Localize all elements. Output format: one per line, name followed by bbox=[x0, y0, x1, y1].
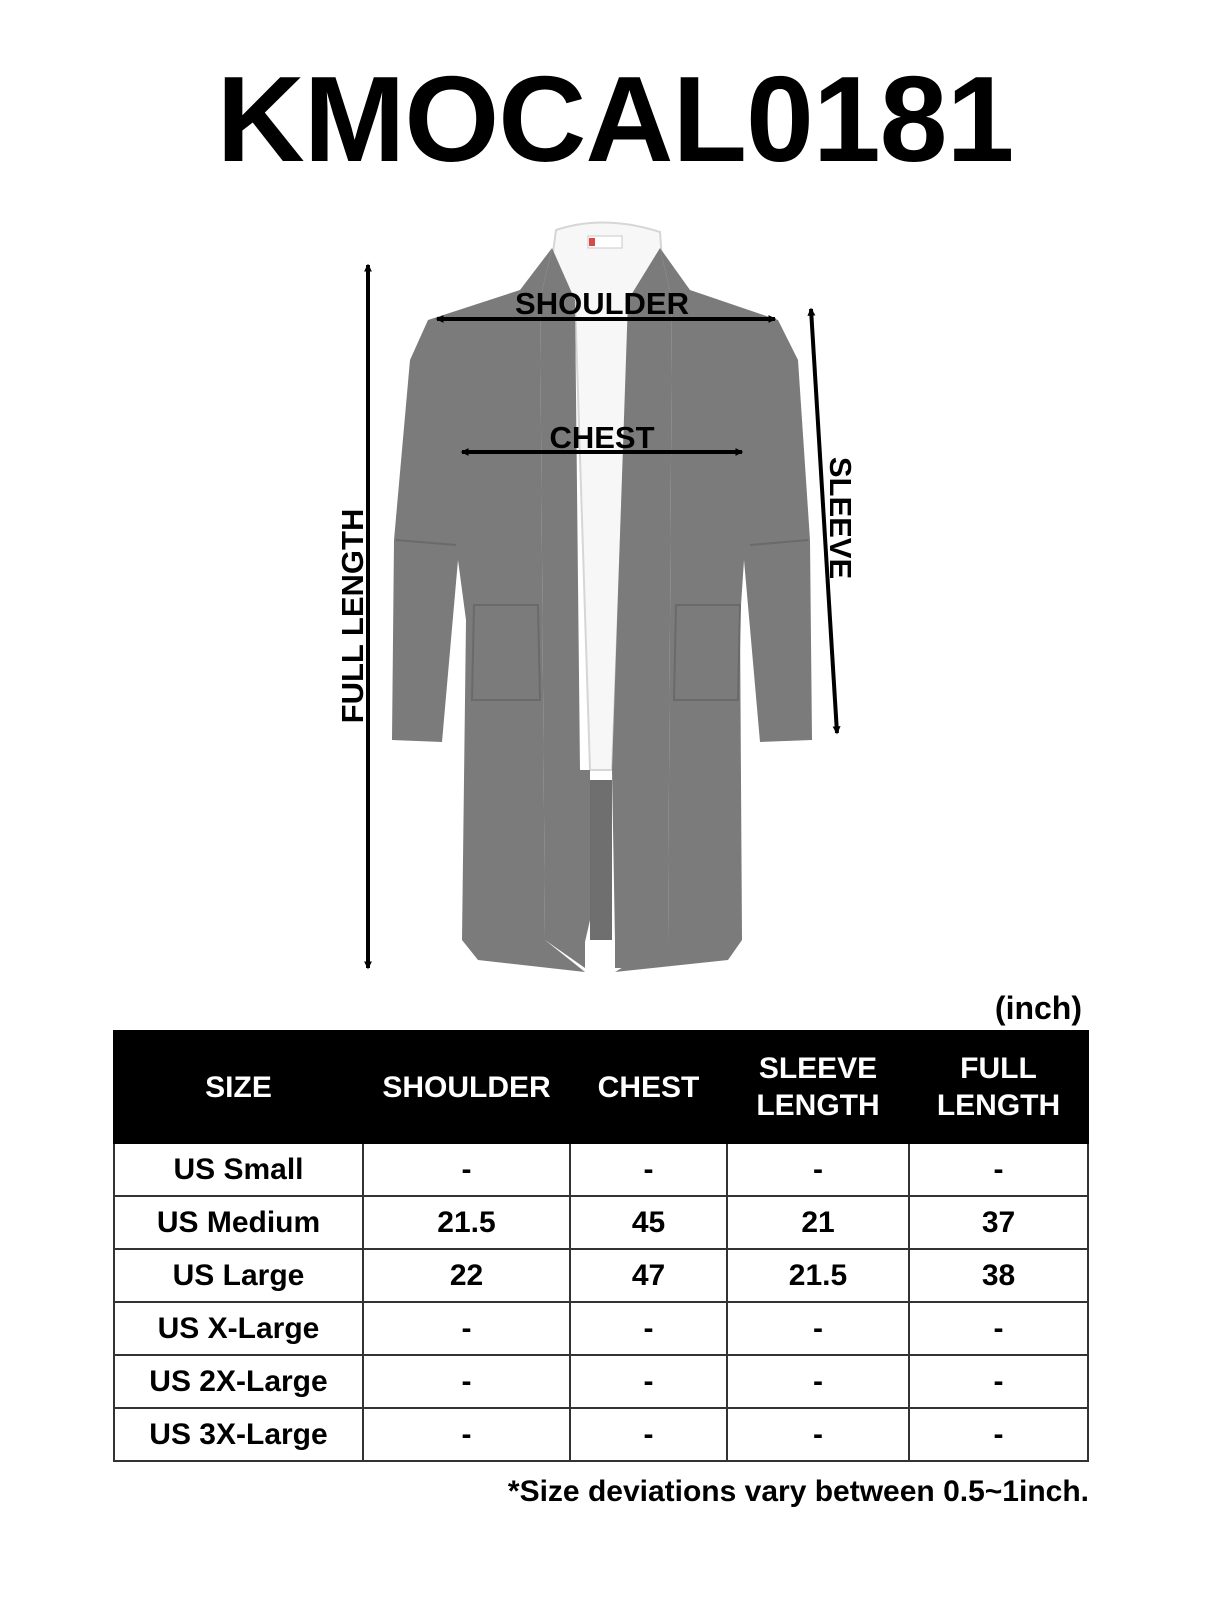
table-row bbox=[114, 1196, 1088, 1249]
header-chest: CHEST bbox=[570, 1031, 727, 1143]
full-length-cell: - bbox=[909, 1408, 1088, 1461]
size-cell: US 3X-Large bbox=[114, 1408, 363, 1461]
sleeve-length-cell: - bbox=[727, 1355, 909, 1408]
table-header-row bbox=[114, 1031, 1088, 1143]
sleeve-length-cell: 21 bbox=[727, 1196, 909, 1249]
shoulder-cell: 21.5 bbox=[363, 1196, 570, 1249]
shoulder-cell: - bbox=[363, 1355, 570, 1408]
chest-label: CHEST bbox=[549, 420, 655, 455]
size-chart-table bbox=[113, 1030, 1089, 1462]
header-sleeve-length: SLEEVE LENGTH bbox=[727, 1031, 909, 1143]
sleeve-length-cell: 21.5 bbox=[727, 1249, 909, 1302]
sleeve-label: SLEEVE bbox=[823, 456, 858, 580]
size-cell: US Small bbox=[114, 1143, 363, 1196]
table-row bbox=[114, 1302, 1088, 1355]
chest-cell: - bbox=[570, 1355, 727, 1408]
table-row bbox=[114, 1143, 1088, 1196]
sleeve-length-cell: - bbox=[727, 1143, 909, 1196]
size-cell: US 2X-Large bbox=[114, 1355, 363, 1408]
size-cell: US X-Large bbox=[114, 1302, 363, 1355]
full-length-label: FULL LENGTH bbox=[335, 508, 370, 724]
shoulder-cell: - bbox=[363, 1408, 570, 1461]
chest-cell: - bbox=[570, 1143, 727, 1196]
header-size: SIZE bbox=[114, 1031, 363, 1143]
unit-label: (inch) bbox=[994, 990, 1082, 1026]
shoulder-label: SHOULDER bbox=[515, 286, 689, 321]
header-full-length: FULL LENGTH bbox=[909, 1031, 1088, 1143]
chest-cell: 45 bbox=[570, 1196, 727, 1249]
chest-cell: 47 bbox=[570, 1249, 727, 1302]
size-cell: US Large bbox=[114, 1249, 363, 1302]
shoulder-cell: - bbox=[363, 1302, 570, 1355]
full-length-cell: 37 bbox=[909, 1196, 1088, 1249]
full-length-cell: - bbox=[909, 1355, 1088, 1408]
full-length-cell: - bbox=[909, 1143, 1088, 1196]
shoulder-cell: 22 bbox=[363, 1249, 570, 1302]
table-row bbox=[114, 1249, 1088, 1302]
size-cell: US Medium bbox=[114, 1196, 363, 1249]
full-length-cell: - bbox=[909, 1302, 1088, 1355]
shoulder-cell: - bbox=[363, 1143, 570, 1196]
full-length-cell: 38 bbox=[909, 1249, 1088, 1302]
header-shoulder: SHOULDER bbox=[363, 1031, 570, 1143]
table-row bbox=[114, 1355, 1088, 1408]
size-deviation-footnote: *Size deviations vary between 0.5~1inch. bbox=[507, 1475, 1089, 1508]
chest-cell: - bbox=[570, 1408, 727, 1461]
chest-cell: - bbox=[570, 1302, 727, 1355]
sleeve-length-cell: - bbox=[727, 1302, 909, 1355]
page-title: KMOCAL0181 bbox=[216, 51, 1014, 187]
table-row bbox=[114, 1408, 1088, 1461]
sleeve-length-cell: - bbox=[727, 1408, 909, 1461]
